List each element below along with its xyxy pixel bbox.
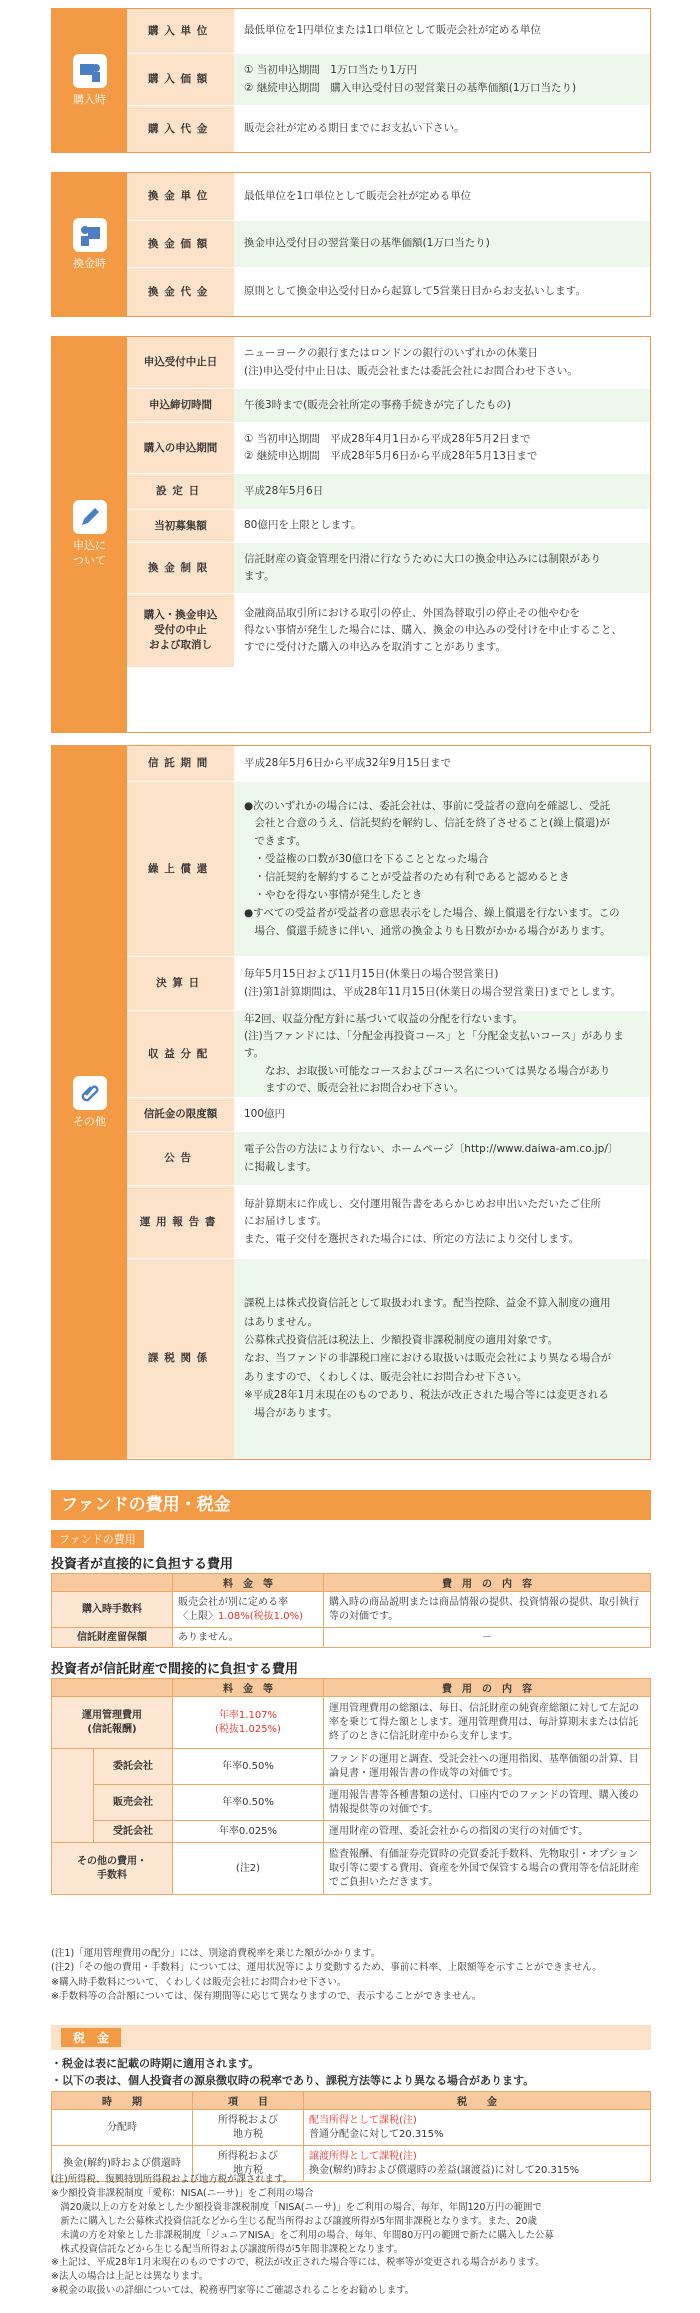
application-row <box>127 594 650 667</box>
row-label: 購入価額 <box>127 54 234 105</box>
tax-bar <box>51 2025 651 2050</box>
col-header: 費 用 の 内 容 <box>324 1574 651 1592</box>
row-value: 毎年5月15日および11月15日(休業日の場合翌営業日) (注)第1計算期間は、平成28年11月15日(休業日の場合翌営業日)までとします。 <box>234 957 650 1010</box>
row-value: 換金申込受付日の翌営業日の基準価額(1万口当たり) <box>234 221 650 267</box>
fee-label: 信託財産留保額 <box>52 1628 173 1648</box>
col-header <box>52 1679 173 1697</box>
fee-amount: 年率0.025% <box>173 1821 324 1843</box>
fee-desc: 購入時の商品説明または商品情報の提供、投資情報の提供、取引執行等の対価です。 <box>324 1592 651 1628</box>
tax-notes: (注)所得税、復興特別所得税および地方税が課されます。 ※少額投資非課税制度「愛称：NISA(ニーサ)」をご利用の場合 満20歳以上の方を対象とした少額投資非課税制度「NISA(ニーサ)」をご利用の場合、毎年、年間120万円の範囲で 新たに購入した公募株式投資信託などから生じる配当所得および譲渡所得が5年間非課税となります。また、20歳 未満の方を対象とした非課税制度「ジュニアNISA」をご利用の場合、毎年、年間80万円の範囲で新たに購入した公募 株式投資信託などから生じる配当所得および譲渡所得が5年間非課税となります。 ※上記は、平成28年1月末現在のものですので、税法が改正された場合等には、税率等が変更される場合があります。 ※法人の場合は上記とは異なります。 ※税金の取扱いの詳細については、税務専門家等にご確認されることをお勧めします。 <box>51 2174 554 2297</box>
fee-desc: ファンドの運用と調査、受託会社への運用指図、基準価額の計算、目論見書・運用報告書の作成等の対価です。 <box>324 1749 651 1785</box>
other-row <box>127 1132 650 1186</box>
purchase-row <box>127 106 650 152</box>
fee-amount: 年率0.50% <box>173 1785 324 1821</box>
row-value: 課税上は株式投資信託として取扱われます。配当控除、益金不算入制度の適用 はありません。 公募株式投資信託は税法上、少額投資非課税制度の適用対象です。 なお、当ファンドの非課税口座における取扱いは販売会社により異なる場合が ありますので、くわしくは、販売会社にお問合わせ下さい。 ※平成28年1月末現在のものであり、税法が改正された場合等には変更される 場合があります。 <box>234 1259 650 1458</box>
row-label: 換金代金 <box>127 268 234 316</box>
col-header: 料 金 等 <box>173 1574 324 1592</box>
redemption-side <box>52 173 127 316</box>
fee-amount: 年率1.107% (税抜1.025%) <box>173 1697 324 1749</box>
fees-notes: (注1)「運用管理費用の配分」には、別途消費税率を乗じた額がかかります。 (注2)「その他の費用・手数料」については、運用状況等により変動するため、事前に料率、上限額等を示すことができません。 ※購入時手数料について、くわしくは販売会社にお問合わせ下さい。 ※手数料等の合計額については、保有期間等に応じて異なりますので、表示することができません。 <box>51 1948 602 2003</box>
fee-amount: ありません。 <box>173 1628 324 1648</box>
purchase-row <box>127 54 650 106</box>
row-value: 最低単位を1口単位として販売会社が定める単位 <box>234 173 650 220</box>
row-label: 換金価額 <box>127 221 234 267</box>
tax-desc: 配当所得として課税(注) 普通分配金に対して20.315% <box>304 2110 651 2146</box>
row-label: 信託金の限度額 <box>127 1098 234 1131</box>
row-label: 信託期間 <box>127 746 234 781</box>
application-row <box>127 337 650 389</box>
col-header <box>52 1574 173 1592</box>
tax-item: 所得税および 地方税 <box>193 2110 304 2146</box>
fee-desc: 監査報酬、有価証券売買時の売買委託手数料、先物取引・オプション取引等に要する費用、資産を外国で保管する場合の費用等を信託財産でご負担いただきます。 <box>324 1843 651 1895</box>
other-side <box>52 746 127 1459</box>
tax-bullets: ・税金は表に記載の時期に適用されます。 ・以下の表は、個人投資者の源泉徴収時の税率であり、課税方法等により異なる場合があります。 <box>51 2057 535 2088</box>
fee-amount: (注2) <box>173 1843 324 1895</box>
row-label: 課税関係 <box>127 1259 234 1458</box>
row-label: 換金単位 <box>127 173 234 220</box>
fee-label: 運用管理費用 (信託報酬) <box>52 1697 173 1749</box>
row-value: 最低単位を1円単位または1口単位として販売会社が定める単位 <box>234 9 650 53</box>
fees-header: ファンドの費用・税金 <box>51 1490 651 1520</box>
other-row <box>127 1186 650 1259</box>
row-value: ① 当初申込期間 1万口当たり1万円 ② 継続申込期間 購入申込受付日の翌営業日の基準価額(1万口当たり) <box>234 54 650 105</box>
row-label: 繰上償還 <box>127 782 234 956</box>
other-section <box>51 745 651 1460</box>
fee-desc: － <box>324 1628 651 1648</box>
fee-sublabel: 委託会社 <box>94 1749 173 1785</box>
redemption-icon <box>73 218 107 252</box>
application-section <box>51 336 651 733</box>
fee-amount: 年率0.50% <box>173 1749 324 1785</box>
purchase-icon <box>73 54 107 88</box>
row-value: 100億円 <box>234 1098 650 1131</box>
row-value: 平成28年5月6日から平成32年9月15日まで <box>234 746 650 781</box>
row-value: ① 当初申込期間 平成28年4月1日から平成28年5月2日まで ② 継続申込期間 平成28年5月6日から平成28年5月13日まで <box>234 423 650 473</box>
application-row <box>127 510 650 543</box>
tax-desc: 譲渡所得として課税(注) 換金(解約)時および償還時の差益(譲渡益)に対して20.315% <box>304 2146 651 2182</box>
pen-icon <box>73 500 107 534</box>
purchase-rows <box>127 9 650 152</box>
row-label: 申込締切時間 <box>127 389 234 422</box>
col-header: 費 用 の 内 容 <box>324 1679 651 1697</box>
row-label: 購入・換金申込 受付の中止 および取消し <box>127 594 234 667</box>
redemption-section <box>51 172 651 317</box>
purchase-section <box>51 8 651 153</box>
row-label: 設定日 <box>127 474 234 509</box>
col-header: 項 目 <box>193 2092 304 2110</box>
other-row <box>127 1011 650 1098</box>
redemption-row <box>127 173 650 221</box>
other-row <box>127 746 650 782</box>
fee-label <box>52 1749 94 1843</box>
purchase-row <box>127 9 650 54</box>
fee-label: 購入時手数料 <box>52 1592 173 1628</box>
row-label: 運用報告書 <box>127 1186 234 1258</box>
row-value: ●次のいずれかの場合には、委託会社は、事前に受益者の意向を確認し、受託 会社と合意のうえ、信託契約を解約し、信託を終了させること(繰上償還)が できます。 ・受益権の口数が30億口を下ることとなった場合 ・信託契約を解約することが受益者のため有利であると認めるとき ・やむを得ない事情が発生したとき ●すべての受益者が受益者の意思表示をした場合、繰上償還を行ないます。この 場合、償還手続きに伴い、通常の換金よりも日数がかかる場合があります。 <box>234 782 650 956</box>
fee-label: その他の費用・ 手数料 <box>52 1843 173 1895</box>
application-rows <box>127 337 650 732</box>
row-value: 金融商品取引所における取引の停止、外国為替取引の停止その他やむを 得ない事情が発生した場合には、購入、換金の申込みの受付けを中止すること、 すでに受付けた購入の申込みを取消すことがあります。 <box>234 594 650 667</box>
fee-desc: 運用報告書等各種書類の送付、口座内でのファンドの管理、購入後の情報提供等の対価です。 <box>324 1785 651 1821</box>
row-value: 信託財産の資金管理を円滑に行なうために大口の換金申込みには制限があり ます。 <box>234 543 650 593</box>
redemption-side-label: 換金時 <box>73 256 106 270</box>
paperclip-icon <box>73 1076 107 1110</box>
fee-desc: 運用財産の管理、委託会社からの指図の実行の対価です。 <box>324 1821 651 1843</box>
tax-table <box>51 2091 651 2182</box>
redemption-row <box>127 221 650 268</box>
other-row <box>127 957 650 1011</box>
application-row <box>127 474 650 510</box>
application-row <box>127 423 650 474</box>
application-row <box>127 543 650 594</box>
redemption-rows <box>127 173 650 316</box>
indirect-fees-heading: 投資者が信託財産で間接的に負担する費用 <box>51 1662 299 1677</box>
row-label: 決算日 <box>127 957 234 1010</box>
fee-sublabel: 受託会社 <box>94 1821 173 1843</box>
col-header: 税 金 <box>304 2092 651 2110</box>
row-label: 購入の申込期間 <box>127 423 234 473</box>
row-label: 購入単位 <box>127 9 234 53</box>
row-value: ニューヨークの銀行またはロンドンの銀行のいずれかの休業日 (注)申込受付中止日は、販売会社または委託会社にお問合わせ下さい。 <box>234 337 650 388</box>
other-row <box>127 1259 650 1458</box>
indirect-fees-table <box>51 1678 651 1895</box>
row-label: 申込受付中止日 <box>127 337 234 388</box>
row-label: 購入代金 <box>127 106 234 152</box>
row-label: 収益分配 <box>127 1011 234 1097</box>
other-rows <box>127 746 650 1459</box>
tax-timing: 換金(解約)時および償還時 <box>52 2146 193 2182</box>
other-row <box>127 782 650 957</box>
fees-tag: ファンドの費用 <box>51 1530 144 1548</box>
row-value: 午後3時まで(販売会社所定の事務手続きが完了したもの) <box>234 389 650 422</box>
tax-timing: 分配時 <box>52 2110 193 2146</box>
application-side-label-2: ついて <box>73 554 106 567</box>
row-label: 公告 <box>127 1132 234 1185</box>
col-header: 時 期 <box>52 2092 193 2110</box>
application-row <box>127 389 650 423</box>
purchase-side <box>52 9 127 152</box>
col-header: 料 金 等 <box>173 1679 324 1697</box>
direct-fees-heading: 投資者が直接的に負担する費用 <box>51 1557 234 1572</box>
fee-amount: 販売会社が別に定める率 〈上限〉1.08%(税抜1.0%) <box>173 1592 324 1628</box>
row-value: 毎計算期末に作成し、交付運用報告書をあらかじめお申出いただいたご住所 にお届けします。 また、電子交付を選択された場合には、所定の方法により交付します。 <box>234 1186 650 1258</box>
tax-tag: 税 金 <box>61 2028 121 2047</box>
row-value: 平成28年5月6日 <box>234 474 650 509</box>
direct-fees-table <box>51 1573 651 1648</box>
fee-sublabel: 販売会社 <box>94 1785 173 1821</box>
row-label: 換金制限 <box>127 543 234 593</box>
fee-desc: 運用管理費用の総額は、毎日、信託財産の純資産総額に対して左記の率を乗じて得た額とします。運用管理費用は、毎計算期末または信託終了のときに信託財産中から支弁します。 <box>324 1697 651 1749</box>
other-side-label: その他 <box>73 1114 106 1128</box>
application-side <box>52 337 127 732</box>
redemption-row <box>127 268 650 316</box>
other-row <box>127 1098 650 1132</box>
row-value: 電子公告の方法により行ない、ホームページ〔http://www.daiwa-am.co.jp/〕 に掲載します。 <box>234 1132 650 1185</box>
row-label: 当初募集額 <box>127 510 234 542</box>
row-value: 原則として換金申込受付日から起算して5営業日目からお支払いします。 <box>234 268 650 316</box>
purchase-side-label: 購入時 <box>73 92 106 106</box>
tax-item: 所得税および 地方税 <box>193 2146 304 2182</box>
row-value: 年2回、収益分配方針に基づいて収益の分配を行ないます。 (注)当ファンドには、「分配金再投資コース」と「分配金支払いコース」があります。 なお、お取扱い可能なコースおよびコース名については異なる場合があり ますので、販売会社にお問合わせ下さい。 <box>234 1011 650 1097</box>
application-side-label: 申込に <box>73 539 106 553</box>
row-value: 80億円を上限とします。 <box>234 510 650 542</box>
row-value: 販売会社が定める期日までにお支払い下さい。 <box>234 106 650 152</box>
